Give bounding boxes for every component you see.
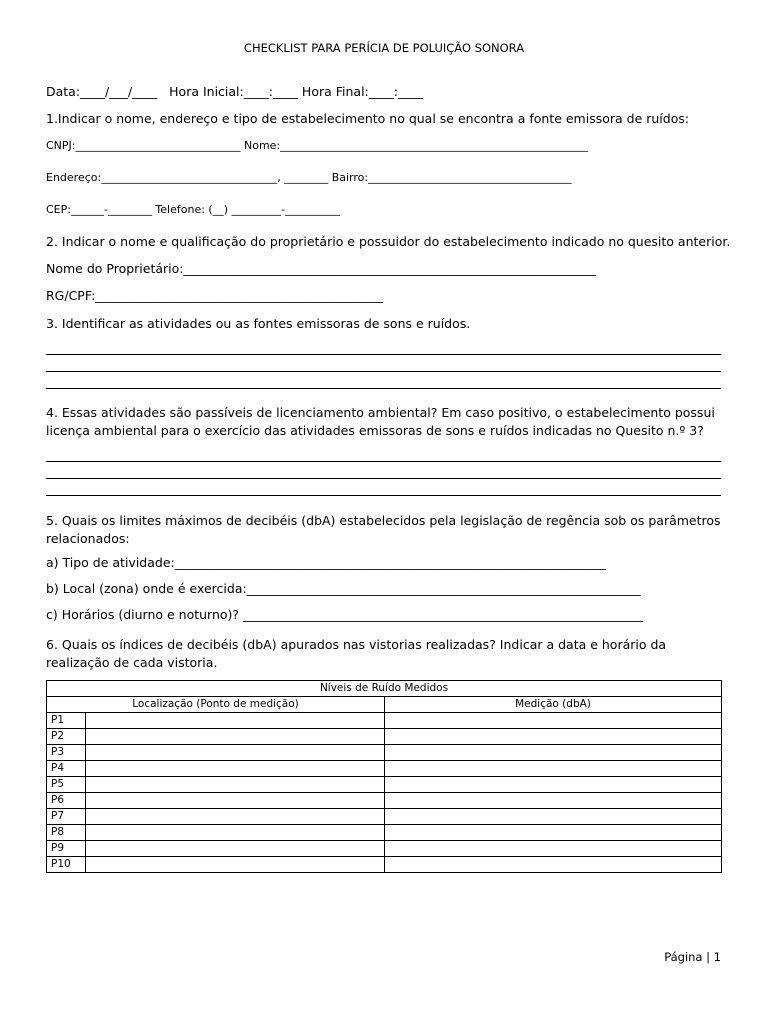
point-label: P1: [47, 713, 86, 729]
location-cell[interactable]: [86, 793, 385, 809]
location-cell[interactable]: [86, 729, 385, 745]
measurement-cell[interactable]: [385, 809, 722, 825]
measurement-cell[interactable]: [385, 777, 722, 793]
location-cell[interactable]: [86, 761, 385, 777]
question-1-text: 1.Indicar o nome, endereço e tipo de estabelecimento no qual se encontra a fonte emissora de ruídos:: [46, 111, 690, 126]
zone-line: b) Local (zona) onde é exercida:_______________________________________________________________: [46, 581, 641, 596]
location-column-header: Localização (Ponto de medição): [47, 697, 385, 713]
measurement-cell[interactable]: [385, 841, 722, 857]
question-3-text: 3. Identificar as atividades ou as fontes emissoras de sons e ruídos.: [46, 316, 471, 331]
date-time-line: Data:____/___/____ Hora Inicial:____:____ Hora Final:____:____: [46, 84, 423, 99]
measurement-cell[interactable]: [385, 857, 722, 873]
page-number: Página | 1: [664, 950, 721, 964]
question-5-text: 5. Quais os limites máximos de decibéis (dbA) estabelecidos pela legislação de regência sob os parâmetros relacionados:: [46, 513, 721, 546]
point-label: P6: [47, 793, 86, 809]
table-row: [47, 793, 722, 809]
cep-phone-line: CEP:______-________ Telefone: (__) _________-__________: [46, 203, 340, 216]
table-row: [47, 841, 722, 857]
measurement-cell[interactable]: [385, 761, 722, 777]
location-cell[interactable]: [86, 777, 385, 793]
point-label: P7: [47, 809, 86, 825]
question-4-text: 4. Essas atividades são passíveis de licenciamento ambiental? Em caso positivo, o estabelecimento possui licença ambiental para o exercício das atividades emissoras de sons e ruídos indicadas no Quesito n.º 3?: [46, 405, 715, 438]
cnpj-name-line: CNPJ:______________________________ Nome:________________________________________________________: [46, 139, 589, 152]
point-label: P4: [47, 761, 86, 777]
document-title: CHECKLIST PARA PERÍCIA DE POLUIÇÃO SONORA: [243, 41, 525, 55]
location-cell[interactable]: [86, 841, 385, 857]
point-label: P9: [47, 841, 86, 857]
point-label: P5: [47, 777, 86, 793]
point-label: P2: [47, 729, 86, 745]
activity-type-line: a) Tipo de atividade:_____________________________________________________________________: [46, 555, 606, 570]
table-row: [47, 761, 722, 777]
answer-line: [46, 354, 721, 355]
answer-line: [46, 371, 721, 372]
measurement-cell[interactable]: [385, 729, 722, 745]
measurement-cell[interactable]: [385, 793, 722, 809]
location-cell[interactable]: [86, 857, 385, 873]
rg-cpf-line: RG/CPF:______________________________________________: [46, 288, 383, 303]
owner-name-line: Nome do Proprietário:__________________________________________________________________: [46, 261, 596, 276]
location-cell[interactable]: [86, 825, 385, 841]
point-label: P3: [47, 745, 86, 761]
answer-line: [46, 495, 721, 496]
answer-line: [46, 478, 721, 479]
location-cell[interactable]: [86, 809, 385, 825]
table-caption: Níveis de Ruído Medidos: [47, 681, 722, 697]
noise-levels-table: [46, 680, 722, 873]
schedule-line: c) Horários (diurno e noturno)? ________________________________________________________________: [46, 607, 644, 622]
question-2-text: 2. Indicar o nome e qualificação do proprietário e possuidor do estabelecimento indicado no quesito anterior.: [46, 234, 731, 249]
question-6-text: 6. Quais os índices de decibéis (dbA) apurados nas vistorias realizadas? Indicar a data e horário da realização de cada vistoria.: [46, 637, 667, 670]
answer-line: [46, 461, 721, 462]
location-cell[interactable]: [86, 713, 385, 729]
point-label: P10: [47, 857, 86, 873]
table-row: [47, 825, 722, 841]
table-row: [47, 809, 722, 825]
location-cell[interactable]: [86, 745, 385, 761]
table-row: [47, 745, 722, 761]
answer-line: [46, 388, 721, 389]
measurement-cell[interactable]: [385, 745, 722, 761]
measurement-cell[interactable]: [385, 713, 722, 729]
point-label: P8: [47, 825, 86, 841]
address-line: Endereço:________________________________, ________ Bairro:_____________________________________: [46, 171, 572, 184]
measurement-cell[interactable]: [385, 825, 722, 841]
table-row: [47, 777, 722, 793]
measurement-column-header: Medição (dbA): [385, 697, 722, 713]
table-row: [47, 713, 722, 729]
table-row: [47, 857, 722, 873]
table-row: [47, 729, 722, 745]
